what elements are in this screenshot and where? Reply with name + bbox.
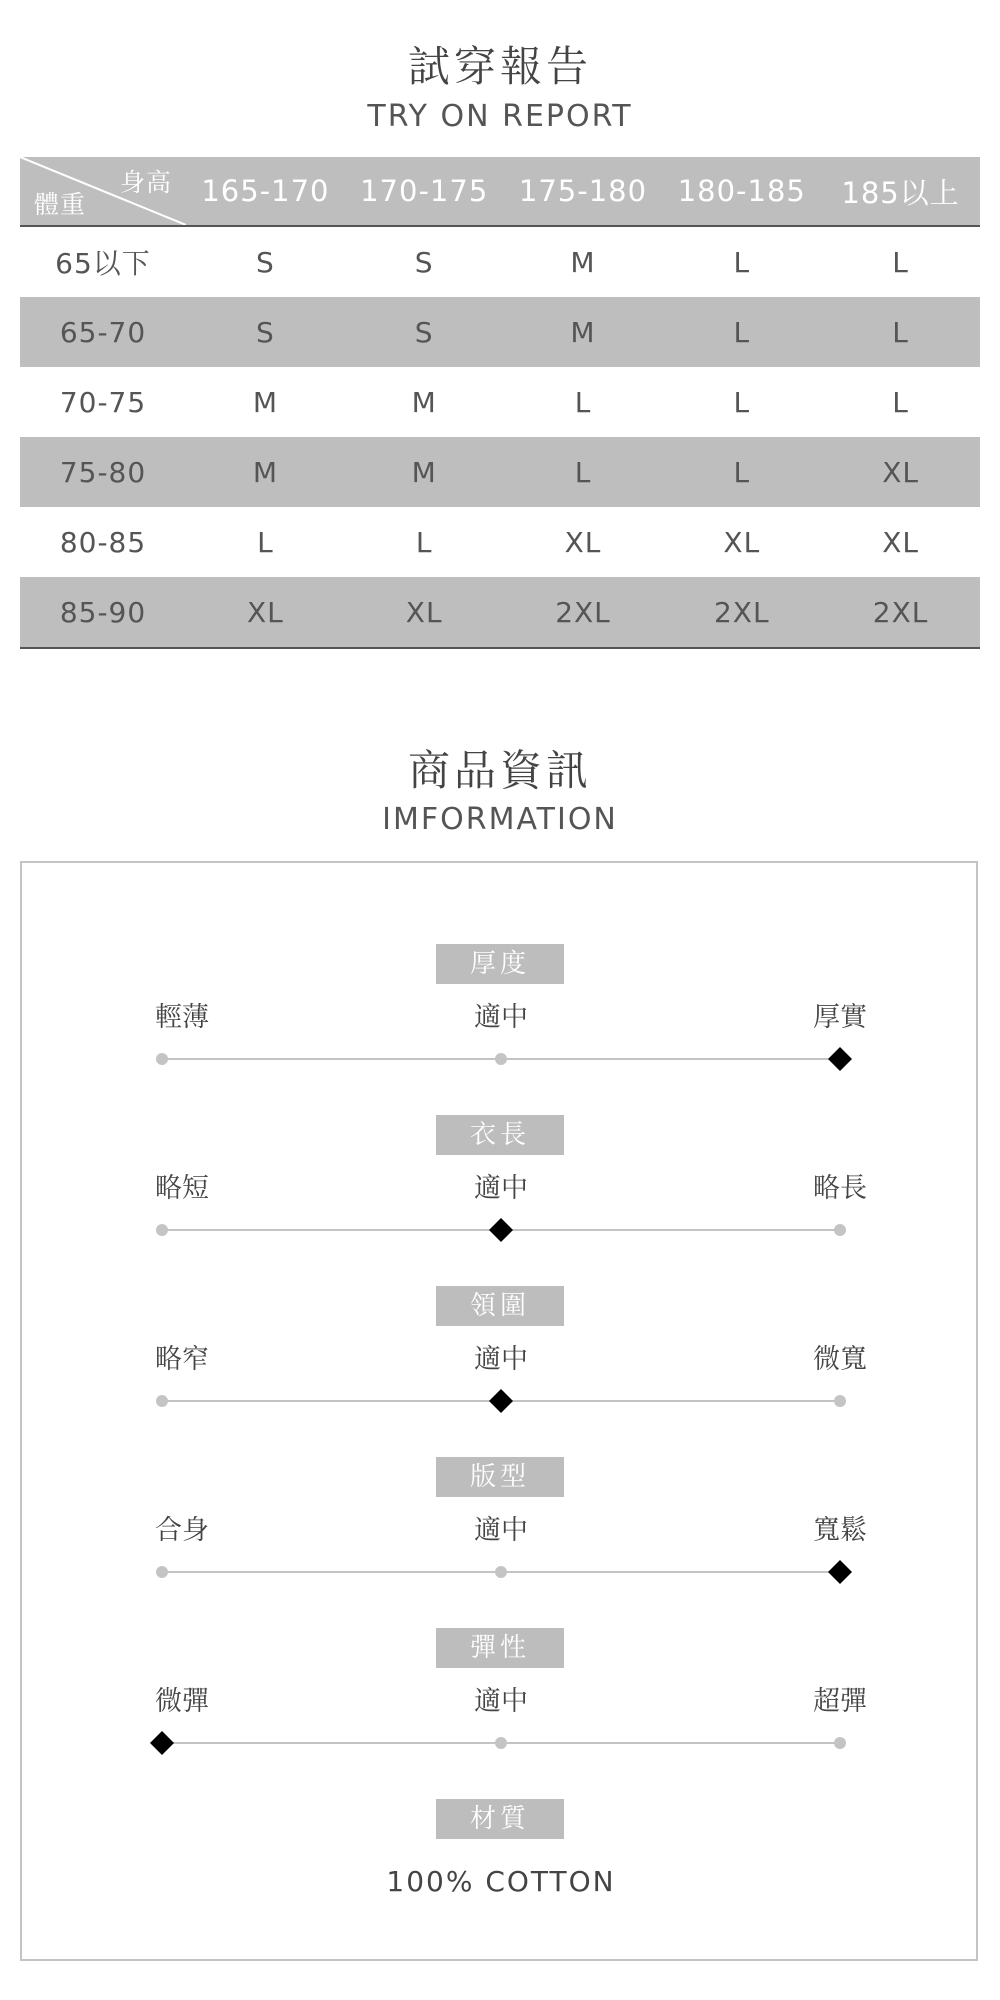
try-on-subtitle: TRY ON REPORT bbox=[367, 99, 633, 134]
scale-dot bbox=[834, 1395, 846, 1407]
attribute-scale bbox=[22, 1557, 980, 1587]
material-label: 材質 bbox=[436, 1799, 564, 1839]
height-column-header: 180-185 bbox=[677, 174, 806, 208]
option-left: 略短 bbox=[155, 1173, 209, 1204]
size-cell: L bbox=[733, 315, 751, 349]
size-cell: XL bbox=[882, 455, 919, 489]
option-left: 合身 bbox=[155, 1515, 209, 1546]
selected-diamond-marker bbox=[489, 1218, 513, 1242]
corner-height-label: 身高 bbox=[119, 168, 172, 197]
size-cell: L bbox=[892, 315, 909, 349]
corner-cell bbox=[20, 157, 186, 225]
option-middle: 適中 bbox=[474, 1173, 528, 1204]
material-value: 100% COTTON bbox=[386, 1865, 616, 1898]
option-middle: 適中 bbox=[474, 1515, 528, 1546]
attribute-label: 領圍 bbox=[436, 1286, 564, 1326]
scale-dot bbox=[156, 1395, 168, 1407]
selected-diamond-marker bbox=[828, 1560, 852, 1584]
scale-dot bbox=[495, 1566, 507, 1578]
info-subtitle: IMFORMATION bbox=[382, 802, 618, 837]
table-row bbox=[20, 297, 980, 367]
size-cell: L bbox=[733, 385, 751, 419]
size-cell: M bbox=[252, 455, 278, 489]
weight-cell: 70-75 bbox=[59, 385, 147, 419]
attribute-length bbox=[22, 1115, 980, 1255]
table-row bbox=[20, 507, 980, 577]
option-right: 厚實 bbox=[813, 1002, 867, 1033]
size-cell: L bbox=[574, 385, 592, 419]
attribute-collar bbox=[22, 1286, 980, 1426]
weight-cell: 80-85 bbox=[59, 525, 147, 559]
info-box bbox=[20, 861, 978, 1961]
selected-diamond-marker bbox=[150, 1731, 174, 1755]
attribute-label: 彈性 bbox=[436, 1628, 564, 1668]
size-cell: M bbox=[570, 315, 596, 349]
size-cell: S bbox=[414, 315, 434, 349]
table-row bbox=[20, 367, 980, 437]
height-column-header: 165-170 bbox=[201, 174, 330, 208]
height-column-header: 175-180 bbox=[518, 174, 648, 208]
size-table-header bbox=[20, 157, 980, 227]
attribute-thickness bbox=[22, 944, 980, 1084]
option-left: 輕薄 bbox=[155, 1002, 209, 1033]
selected-diamond-marker bbox=[489, 1389, 513, 1413]
size-cell: L bbox=[257, 525, 274, 559]
table-row bbox=[20, 437, 980, 507]
scale-dot bbox=[156, 1566, 168, 1578]
height-column-header: 170-175 bbox=[360, 174, 489, 208]
try-on-title: 試穿報告 bbox=[407, 42, 592, 91]
option-middle: 適中 bbox=[474, 1344, 528, 1375]
size-cell: S bbox=[256, 245, 275, 279]
size-cell: XL bbox=[882, 525, 919, 559]
attribute-label: 衣長 bbox=[436, 1115, 564, 1155]
weight-cell: 65以下 bbox=[55, 247, 151, 280]
height-column-header: 185以上 bbox=[841, 175, 960, 210]
weight-cell: 85-90 bbox=[59, 595, 147, 629]
option-middle: 適中 bbox=[474, 1686, 528, 1717]
size-cell: S bbox=[256, 315, 275, 349]
size-cell: XL bbox=[723, 525, 761, 559]
size-cell: XL bbox=[405, 595, 443, 629]
size-cell: L bbox=[733, 245, 751, 279]
size-cell: L bbox=[733, 455, 751, 489]
option-middle: 適中 bbox=[474, 1002, 528, 1033]
scale-dot bbox=[156, 1224, 168, 1236]
size-cell: L bbox=[415, 525, 433, 559]
size-cell: L bbox=[892, 385, 909, 419]
attribute-scale bbox=[22, 1386, 980, 1416]
size-cell: L bbox=[574, 455, 592, 489]
scale-dot bbox=[495, 1737, 507, 1749]
info-title: 商品資訊 bbox=[407, 746, 592, 795]
option-right: 略長 bbox=[813, 1173, 867, 1204]
size-cell: M bbox=[411, 455, 437, 489]
option-right: 微寬 bbox=[813, 1344, 867, 1375]
size-cell: 2XL bbox=[872, 595, 929, 629]
size-cell: M bbox=[252, 385, 278, 419]
attribute-scale bbox=[22, 1044, 980, 1074]
scale-dot bbox=[156, 1053, 168, 1065]
attribute-elasticity bbox=[22, 1628, 980, 1768]
option-right: 超彈 bbox=[813, 1686, 867, 1717]
attribute-fit bbox=[22, 1457, 980, 1597]
size-cell: XL bbox=[247, 595, 284, 629]
size-cell: L bbox=[892, 245, 909, 279]
option-right: 寬鬆 bbox=[813, 1515, 867, 1546]
size-cell: S bbox=[414, 245, 434, 279]
scale-dot bbox=[495, 1053, 507, 1065]
size-cell: 2XL bbox=[713, 595, 770, 629]
corner-weight-label: 體重 bbox=[34, 190, 87, 219]
attribute-scale bbox=[22, 1728, 980, 1758]
size-cell: 2XL bbox=[555, 595, 611, 629]
size-cell: M bbox=[411, 385, 437, 419]
option-left: 微彈 bbox=[155, 1686, 209, 1717]
attribute-scale bbox=[22, 1215, 980, 1245]
table-row bbox=[20, 227, 980, 297]
attribute-label: 厚度 bbox=[436, 944, 564, 984]
scale-dot bbox=[834, 1737, 846, 1749]
table-row bbox=[20, 577, 980, 647]
scale-dot bbox=[834, 1224, 846, 1236]
weight-cell: 65-70 bbox=[59, 315, 147, 349]
selected-diamond-marker bbox=[828, 1047, 852, 1071]
option-left: 略窄 bbox=[155, 1344, 209, 1375]
attribute-label: 版型 bbox=[436, 1457, 564, 1497]
size-table bbox=[20, 157, 980, 649]
size-cell: M bbox=[570, 245, 596, 279]
weight-cell: 75-80 bbox=[59, 455, 147, 489]
size-cell: XL bbox=[564, 525, 602, 559]
